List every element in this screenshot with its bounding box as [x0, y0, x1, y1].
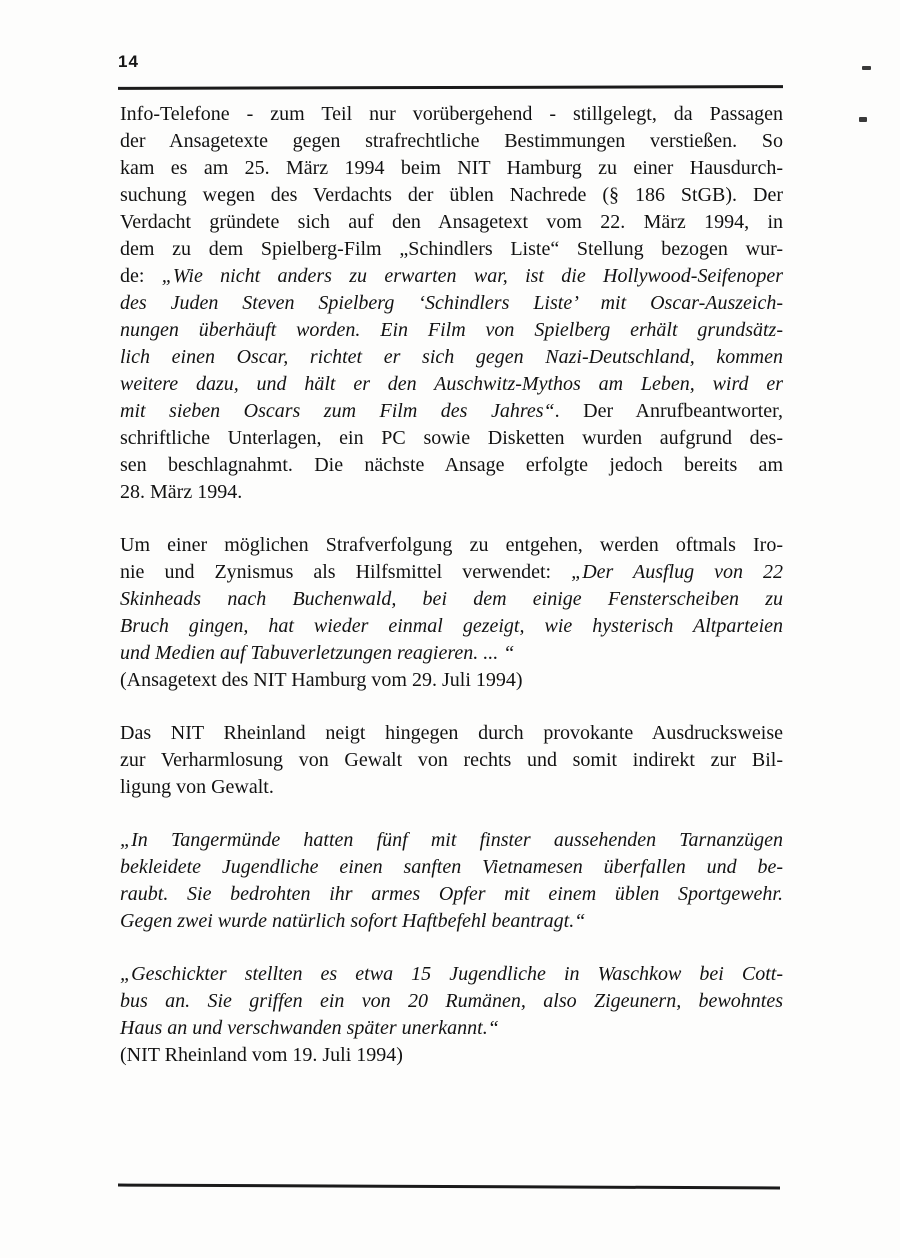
text-line: [120, 101, 783, 128]
italic-text-segment: lich einen Oscar, richtet er sich gegen Nazi-Deutschland, kommen: [120, 346, 783, 368]
text-line: [120, 961, 783, 988]
text-line: [120, 854, 783, 881]
scan-artifact-speck: [859, 117, 867, 122]
text-segment: Info-Telefone - zum Teil nur vorübergehend - stillgelegt, da Passagen: [120, 103, 783, 125]
text-segment: der Ansagetexte gegen strafrechtliche Bestimmungen verstießen. So: [120, 130, 783, 152]
text-segment: schriftliche Unterlagen, ein PC sowie Disketten wurden aufgrund des-: [120, 427, 783, 449]
text-line: [120, 182, 783, 209]
text-line: [120, 155, 783, 182]
text-line: [120, 908, 783, 935]
italic-text-segment: des Juden Steven Spielberg ‘Schindlers Liste’ mit Oscar-Auszeich-: [120, 292, 783, 314]
paragraph-quote-tangermuende: [120, 827, 783, 935]
text-line: [120, 881, 783, 908]
italic-text-segment: „In Tangermünde hatten fünf mit finster aussehenden Tarnanzügen: [120, 829, 783, 851]
text-line: [120, 747, 783, 774]
text-segment: . Der Anrufbeantworter,: [554, 400, 783, 422]
italic-text-segment: bekleidete Jugendliche einen sanften Vietnamesen überfallen und be-: [120, 856, 783, 878]
italic-text-segment: Gegen zwei wurde natürlich sofort Haftbefehl beantragt.“: [120, 910, 586, 932]
text-line: [120, 425, 783, 452]
page-number: 14: [118, 52, 139, 71]
text-segment: ligung von Gewalt.: [120, 776, 274, 798]
footer-rule: [118, 1184, 780, 1190]
header-rule: [118, 85, 783, 90]
italic-text-segment: „Wie nicht anders zu erwarten war, ist die Hollywood-Seifenoper: [161, 265, 783, 287]
scan-artifact-speck: [862, 66, 871, 70]
text-line: [120, 344, 783, 371]
text-line: [120, 720, 783, 747]
text-segment: de:: [120, 265, 162, 287]
text-segment: sen beschlagnahmt. Die nächste Ansage erfolgte jedoch bereits am: [120, 454, 783, 476]
text-segment: zur Verharmlosung von Gewalt von rechts und somit indirekt zur Bil-: [120, 749, 783, 771]
text-line: [120, 479, 783, 506]
italic-text-segment: und Medien auf Tabuverletzungen reagieren. ... “: [120, 642, 515, 664]
italic-text-segment: mit sieben Oscars zum Film des Jahres“: [120, 400, 555, 422]
text-line: [120, 263, 783, 290]
text-segment: Um einer möglichen Strafverfolgung zu entgehen, werden oftmals Iro-: [120, 534, 783, 556]
text-line: [120, 317, 783, 344]
text-segment: Verdacht gründete sich auf den Ansagetext vom 22. März 1994, in: [120, 211, 783, 233]
text-segment: dem zu dem Spielberg-Film „Schindlers Liste“ Stellung bezogen wur-: [120, 238, 783, 260]
text-line: [120, 1015, 783, 1042]
text-line: [120, 640, 783, 667]
text-line: [120, 290, 783, 317]
paragraph-quote-waschkow: [120, 961, 783, 1069]
italic-text-segment: Haus an und verschwanden später unerkannt.“: [120, 1017, 499, 1039]
italic-text-segment: weitere dazu, und hält er den Auschwitz-Mythos am Leben, wird er: [120, 373, 783, 395]
text-segment: Das NIT Rheinland neigt hingegen durch provokante Ausdrucksweise: [120, 722, 783, 744]
text-line: [120, 1042, 783, 1069]
text-line: [120, 667, 783, 694]
text-line: [120, 452, 783, 479]
text-line: [120, 988, 783, 1015]
text-line: [120, 827, 783, 854]
text-line: [120, 613, 783, 640]
italic-text-segment: raubt. Sie bedrohten ihr armes Opfer mit einem üblen Sportgewehr.: [120, 883, 783, 905]
text-line: [120, 586, 783, 613]
text-line: [120, 774, 783, 801]
text-line: [120, 209, 783, 236]
paragraph-irony-cynicism: [120, 532, 783, 694]
text-segment: kam es am 25. März 1994 beim NIT Hamburg zu einer Hausdurch-: [120, 157, 783, 179]
text-segment: (Ansagetext des NIT Hamburg vom 29. Juli 1994): [120, 669, 523, 691]
paragraph-house-search: [120, 101, 783, 506]
text-line: [120, 236, 783, 263]
text-line: [120, 559, 783, 586]
paragraph-nit-rheinland: [120, 720, 783, 801]
italic-text-segment: nungen überhäuft worden. Ein Film von Spielberg erhält grundsätz-: [120, 319, 783, 341]
italic-text-segment: „Geschickter stellten es etwa 15 Jugendliche in Waschkow bei Cott-: [120, 963, 783, 985]
text-segment: suchung wegen des Verdachts der üblen Nachrede (§ 186 StGB). Der: [120, 184, 783, 206]
text-line: [120, 398, 783, 425]
text-segment: nie und Zynismus als Hilfsmittel verwendet:: [120, 561, 572, 583]
italic-text-segment: „Der Ausflug von 22: [571, 561, 783, 583]
text-line: [120, 532, 783, 559]
text-line: [120, 371, 783, 398]
italic-text-segment: Bruch gingen, hat wieder einmal gezeigt, wie hysterisch Altparteien: [120, 615, 783, 637]
italic-text-segment: bus an. Sie griffen ein von 20 Rumänen, also Zigeunern, bewohntes: [120, 990, 783, 1012]
text-block: [120, 101, 783, 1069]
text-segment: 28. März 1994.: [120, 481, 243, 503]
text-segment: (NIT Rheinland vom 19. Juli 1994): [120, 1044, 403, 1066]
italic-text-segment: Skinheads nach Buchenwald, bei dem einige Fensterscheiben zu: [120, 588, 783, 610]
text-line: [120, 128, 783, 155]
